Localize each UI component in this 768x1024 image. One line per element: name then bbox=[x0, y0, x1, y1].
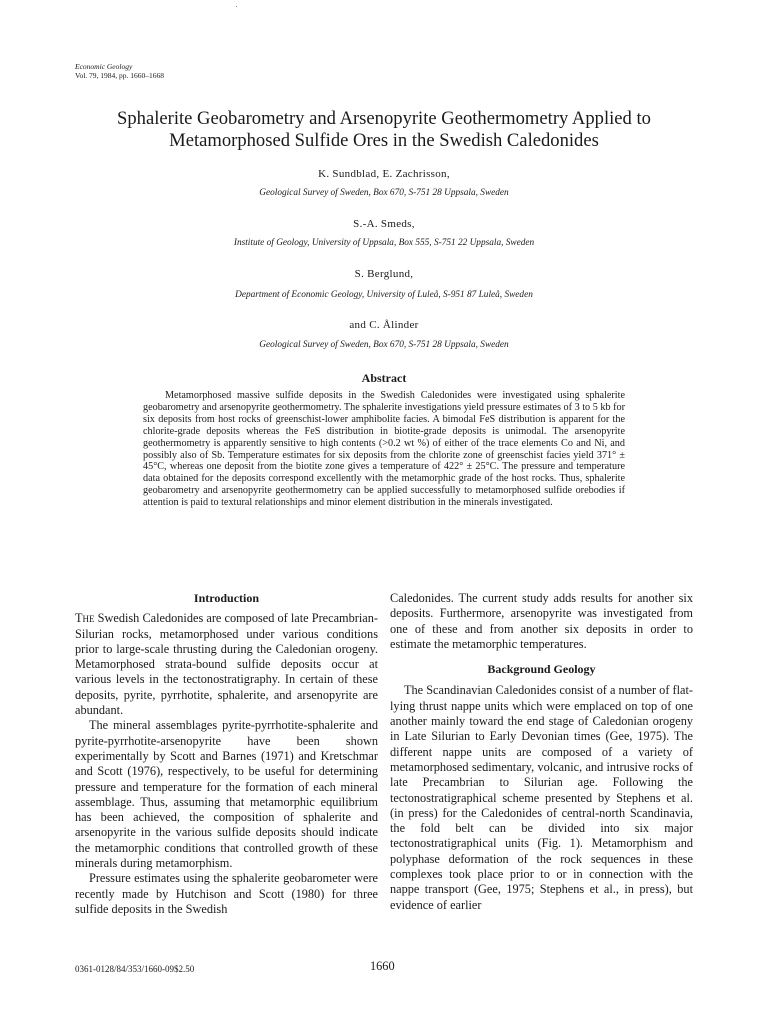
intro-paragraph-1-text: Swedish Caledonides are composed of late Precambrian-Silurian rocks, metamorphosed under various conditions prior to large-scale thrusting during the Caledonian orogeny. Metamorphosed strata-bound sulfide deposits occur at various levels in the tectonostratigraphy. In certain of these deposits, pyrite, pyrrhotite, sphalerite, and arsenopyrite are abundant. bbox=[75, 611, 378, 718]
affiliation-4: Geological Survey of Sweden, Box 670, S-751 28 Uppsala, Sweden bbox=[259, 340, 509, 350]
author-4: and C. Ålinder bbox=[349, 319, 419, 331]
author-2: S.-A. Smeds, bbox=[353, 218, 415, 230]
journal-name: Economic Geology bbox=[75, 62, 133, 71]
affiliation-2: Institute of Geology, University of Uppsala, Box 555, S-751 22 Uppsala, Sweden bbox=[233, 238, 535, 248]
abstract-text: Metamorphosed massive sulfide deposits in the Swedish Caledonides were investigated using sphalerite geobarometry and arsenopyrite geothermometry. The sphalerite investigations yield pressure estimates of 3 to 5 kb for six deposits from host rocks of greenschist-lower amphibolite facies. A bimodal FeS distribution is apparent for the chlorite-grade deposits whereas the FeS distribution in biotite-grade deposits is unimodal. The arsenopyrite geothermometry is apparently sensitive to high contents (>0.2 wt %) of either of the trace elements Co and Ni, and possibly also of Sb. Temperature estimates for six deposits from the chlorite zone of greenschist facies yield 371° ± 45°C, whereas one deposit from the biotite zone gives a temperature of 422° ± 25°C. The pressure and temperature data obtained for the deposits correspond excellently with the metamorphic grade of the host rocks. Thus, sphalerite geobarometry and arsenopyrite geothermometry can be applied successfully to metamorphosed sulfide orebodies if attention is paid to textural relationships and minor element distribution in the minerals investigated. bbox=[143, 390, 625, 509]
affiliation-1: Geological Survey of Sweden, Box 670, S-751 28 Uppsala, Sweden bbox=[259, 188, 509, 198]
intro-paragraph-3: Pressure estimates using the sphalerite geobarometer were recently made by Hutchison and Scott (1980) for three sulfide deposits in the Swedish bbox=[75, 871, 378, 916]
intro-paragraph-2: The mineral assemblages pyrite-pyrrhotite-sphalerite and pyrite-pyrrhotite-arsenopyrite have been shown experimentally by Scott and Barnes (1971) and Kretschmar and Scott (1976), respectively, to be useful for determining pressure and temperature for the formation of each mineral assemblage. Thus, assuming that metamorphic equilibrium has been achieved, the composition of sphalerite and arsenopyrite in the various sulfide deposits should indicate the metamorphic conditions that controlled growth of these minerals during metamorphism. bbox=[75, 718, 378, 871]
footer-code: 0361-0128/84/353/1660-09$2.50 bbox=[75, 964, 195, 974]
intro-paragraph-1 bbox=[75, 611, 378, 718]
author-1: K. Sundblad, E. Zachrisson, bbox=[318, 168, 450, 180]
title-line-1: Sphalerite Geobarometry and Arsenopyrite Geothermometry Applied to bbox=[117, 108, 651, 129]
title-line-2: Metamorphosed Sulfide Ores in the Swedish Caledonides bbox=[169, 130, 599, 151]
journal-volume: Vol. 79, 1984, pp. 1660–1668 bbox=[75, 71, 165, 80]
background-geology-heading: Background Geology bbox=[487, 662, 596, 677]
left-column bbox=[75, 591, 378, 917]
introduction-heading: Introduction bbox=[193, 591, 260, 605]
scan-speck bbox=[236, 6, 237, 7]
page-number: 1660 bbox=[370, 959, 395, 973]
right-column bbox=[390, 591, 693, 913]
paper-title bbox=[40, 108, 728, 152]
journal-citation bbox=[75, 62, 164, 80]
intro-paragraph-4: Caledonides. The current study adds results for another six deposits. Furthermore, arsenopyrite was investigated from one of these and from another six deposits in order to estimate the metamorphic temperatures. bbox=[390, 591, 693, 651]
abstract-heading: Abstract bbox=[361, 371, 407, 385]
affiliation-3: Department of Economic Geology, University of Luleå, S-951 87 Luleå, Sweden bbox=[235, 290, 533, 300]
background-paragraph-1: The Scandinavian Caledonides consist of a number of flat-lying thrust nappe units which were emplaced on top of one another mainly toward the end stage of Caledonian orogeny in Late Silurian to Early Devonian times (Gee, 1975). The different nappe units are composed of a variety of metamorphosed sedimentary, volcanic, and intrusive rocks of late Precambrian to Silurian age. Following the tectonostratigraphical scheme presented by Stephens et al. (in press) for the Caledonides of central-north Scandinavia, the fold belt can be divided into six major tectonostratigraphical units (Fig. 1). Metamorphism and polyphase deformation of the rock sequences in these complexes took place prior to or in connection with the nappe transport (Gee, 1975; Stephens et al., in press), but evidence of earlier bbox=[390, 683, 693, 912]
intro-lead-word: The bbox=[75, 611, 95, 626]
author-3: S. Berglund, bbox=[354, 268, 414, 280]
